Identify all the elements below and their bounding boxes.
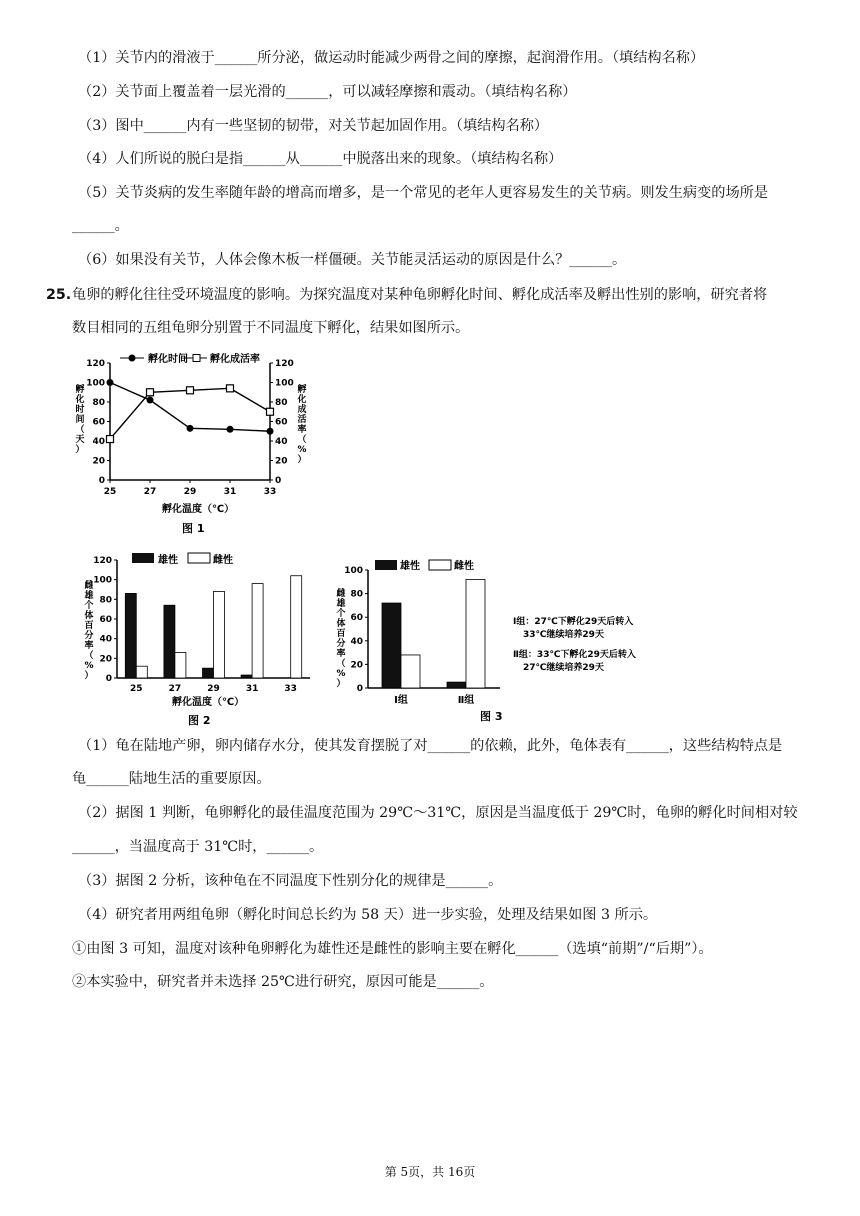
fig3-note-1: Ⅰ组：27℃下孵化29天后转入 (513, 617, 634, 627)
fig2-ytick-label: 100 (93, 575, 112, 586)
fig1-ytick-right-label: 100 (275, 378, 294, 389)
fig2-legend-male-swatch (132, 553, 154, 563)
q25-stem-line1: 龟卵的孵化往往受环境温度的影响。为探究温度对某种龟卵孵化时间、孵化成活率及孵出性别的影响，研究者将 (72, 287, 768, 303)
fig3-ylabel-char: 雄 (336, 599, 346, 609)
fig3-legend-male-swatch (375, 560, 397, 570)
fig1-legend-time-marker (129, 355, 136, 362)
q25-item-2-cont: ______，当温度高于 31℃时，______。 (72, 839, 324, 855)
fig1-xtick-label: 31 (223, 487, 237, 497)
fig1-caption: 图 1 (182, 522, 205, 535)
q24-item-1: （1）关节内的滑液于______所分泌，做运动时能减少两骨之间的摩擦，起润滑作用。（填结构名称） (78, 50, 705, 66)
fig2-xtick-label: 31 (245, 684, 259, 694)
fig2-xtick-label: 33 (284, 684, 297, 694)
fig2-bar-male (241, 675, 252, 678)
q24-item-3: （3）图中______内有一些坚韧的韧带，对关节起加固作用。（填结构名称） (78, 118, 549, 134)
fig2-ylabel-char: % (84, 661, 94, 671)
fig2-xtick-label: 27 (168, 684, 182, 694)
fig3-legend-male-label: 雄性 (400, 561, 420, 572)
fig3-ylabel-char: ） (336, 679, 346, 689)
fig1-xtick-label: 25 (103, 487, 117, 497)
fig1-ylabel-left-char: 化 (75, 395, 85, 405)
fig1-xlabel: 孵化温度（℃） (162, 504, 235, 515)
fig2-ylabel-char: 雄 (84, 591, 94, 601)
fig1-point-rate (227, 385, 234, 392)
figure-1-line-chart (70, 350, 310, 540)
fig2-bar-male (164, 605, 175, 678)
q24-item-4: （4）人们所说的脱臼是指______从______中脱落出来的现象。（填结构名称） (78, 151, 563, 167)
figure-2-bar-chart (80, 548, 320, 728)
q25-item-1: （1）龟在陆地产卵，卵内储存水分，使其发育摆脱了对______的依赖，此外，龟体表有______，这些结构特点是 (78, 738, 783, 754)
fig1-ylabel-left-char: 时 (75, 405, 85, 415)
q25-number: 25. (46, 287, 72, 303)
fig1-xtick-label: 29 (183, 487, 197, 497)
fig1-ytick-left-label: 40 (92, 437, 105, 447)
q25-item-2: （2）据图 1 判断，龟卵孵化的最佳温度范围为 29℃～31℃，原因是当温度低于 29℃时，龟卵的孵化时间相对较 (78, 805, 798, 821)
fig1-ytick-left-label: 20 (92, 456, 105, 467)
fig2-bar-male (125, 593, 136, 678)
fig3-ytick-label: 100 (344, 566, 363, 576)
fig1-ytick-left-label: 80 (92, 398, 105, 408)
fig1-ytick-left-label: 60 (92, 417, 105, 428)
fig2-bar-female (252, 584, 263, 678)
q24-item-5-cont: ______。 (72, 218, 129, 234)
fig1-ylabel-right-char: （ (297, 435, 307, 445)
fig2-bar-female (136, 666, 147, 678)
fig3-legend-female-label: 雌性 (454, 561, 474, 572)
fig1-point-time (147, 397, 154, 404)
fig3-bar-female (401, 655, 420, 688)
fig1-point-rate (267, 408, 274, 415)
fig1-ylabel-right-char: 成 (297, 405, 307, 415)
fig1-point-rate (107, 436, 114, 443)
fig1-ytick-right-label: 40 (275, 437, 288, 447)
fig2-bar-female (291, 576, 302, 678)
fig1-ylabel-right-char: 孵 (297, 385, 307, 395)
fig2-ylabel-char: （ (84, 651, 94, 661)
fig3-ylabel-char: （ (336, 659, 346, 669)
q25-item-4: （4）研究者用两组龟卵（孵化时间总长约为 58 天）进一步实验，处理及结果如图 3 所示。 (78, 907, 658, 923)
fig3-note-3: Ⅱ组：33℃下孵化29天后转入 (513, 650, 636, 660)
fig3-ylabel-char: % (336, 669, 346, 679)
fig3-ylabel-char: 百 (336, 629, 346, 639)
q24-item-6: （6）如果没有关节，人体会像木板一样僵硬。关节能灵活运动的原因是什么？______。 (78, 252, 627, 268)
fig1-ytick-left-label: 100 (86, 378, 105, 389)
fig1-ytick-right-label: 0 (275, 476, 282, 486)
fig2-bar-female (214, 591, 225, 678)
fig2-ylabel-char: ） (84, 671, 94, 681)
q25-item-4-sub2: ②本实验中，研究者并未选择 25℃进行研究，原因可能是______。 (72, 974, 494, 990)
fig3-bar-male (382, 603, 401, 688)
fig1-xtick-label: 33 (263, 487, 277, 497)
fig2-legend-female-swatch (188, 553, 210, 563)
fig2-ytick-label: 40 (99, 634, 112, 645)
fig1-legend-rate-marker (193, 355, 200, 362)
fig1-legend-rate-label: 孵化成活率 (210, 354, 260, 365)
q24-item-2: （2）关节面上覆盖着一层光滑的______，可以减轻摩擦和震动。（填结构名称） (78, 84, 577, 100)
q25-item-4-sub1: ①由图 3 可知，温度对该种龟卵孵化为雄性还是雌性的影响主要在孵化______（选填“前期”/“后期”）。 (72, 941, 713, 957)
fig1-point-time (187, 425, 194, 432)
fig1-ytick-left-label: 120 (86, 359, 105, 369)
fig2-ytick-label: 120 (93, 556, 112, 566)
fig1-ylabel-left-char: ） (75, 445, 85, 455)
fig2-bar-female (175, 652, 186, 678)
fig2-ylabel-char: 分 (84, 631, 94, 641)
fig1-ytick-right-label: 20 (275, 456, 288, 467)
fig2-ylabel-char: 体 (84, 611, 94, 621)
fig3-ylabel-char: 个 (336, 609, 346, 619)
fig1-xtick-label: 27 (143, 487, 157, 497)
fig2-ytick-label: 0 (105, 674, 112, 684)
fig3-caption: 图 3 (480, 710, 503, 723)
q25-stem-line2: 数目相同的五组龟卵分别置于不同温度下孵化，结果如图所示。 (72, 320, 470, 336)
fig1-ytick-right-label: 60 (275, 417, 288, 428)
fig2-ylabel-char: 雌 (84, 581, 94, 591)
fig2-ytick-label: 80 (99, 595, 112, 606)
fig3-note-2: 33℃继续培养29天 (523, 630, 604, 640)
fig1-ylabel-left-char: 间 (75, 415, 85, 425)
fig2-ylabel-char: 个 (84, 601, 94, 611)
fig3-ytick-label: 20 (350, 660, 363, 671)
fig3-bar-female (466, 579, 485, 688)
fig1-point-time (227, 426, 234, 433)
fig1-ylabel-right-char: % (297, 445, 307, 455)
fig1-point-rate (147, 389, 154, 396)
fig2-legend-male-label: 雄性 (158, 555, 178, 566)
fig3-ytick-label: 80 (350, 589, 363, 600)
fig3-bar-male (447, 682, 466, 688)
fig3-ylabel-char: 雌 (336, 589, 346, 599)
fig1-ylabel-left-char: （ (75, 425, 85, 435)
fig1-ytick-right-label: 120 (275, 359, 294, 369)
fig2-ytick-label: 20 (99, 654, 112, 665)
fig2-legend-female-label: 雌性 (213, 555, 233, 566)
fig2-xtick-label: 25 (130, 684, 143, 694)
fig3-ylabel-char: 率 (336, 649, 346, 659)
fig1-point-time (107, 379, 114, 386)
fig2-ylabel-char: 率 (84, 641, 94, 651)
fig1-ylabel-left-char: 孵 (75, 385, 85, 395)
fig1-ylabel-right (296, 383, 306, 465)
fig3-xtick-label: Ⅱ组 (457, 695, 475, 706)
fig1-ytick-right-label: 80 (275, 398, 288, 408)
q24-item-5: （5）关节炎病的发生率随年龄的增高而增多，是一个常见的老年人更容易发生的关节病。则发生病变的场所是 (78, 185, 769, 201)
fig2-caption: 图 2 (188, 714, 211, 727)
fig1-ylabel-right-char: 活 (297, 415, 307, 425)
fig1-ytick-left-label: 0 (98, 476, 105, 486)
page-footer: 第 5页，共 16页 (384, 1165, 476, 1179)
fig3-legend-female-swatch (429, 560, 451, 570)
q25-item-1-cont: 龟______陆地生活的重要原因。 (72, 771, 271, 787)
fig3-ytick-label: 60 (350, 613, 363, 624)
fig3-ylabel-char: 体 (336, 619, 346, 629)
fig1-legend-time-label: 孵化时间 (148, 354, 188, 365)
fig3-note-4: 27℃继续培养29天 (523, 663, 604, 673)
fig2-xlabel: 孵化温度（℃） (172, 697, 245, 708)
fig3-ylabel-char: 分 (336, 639, 346, 649)
fig1-ylabel-right-char: 化 (297, 395, 307, 405)
fig1-point-rate (187, 387, 194, 394)
fig3-ytick-label: 40 (350, 636, 363, 647)
fig1-ylabel-left-char: 天 (75, 435, 85, 445)
q25-item-3: （3）据图 2 分析，该种龟在不同温度下性别分化的规律是______。 (78, 873, 503, 889)
figure-3-bar-chart (330, 556, 660, 726)
fig2-ylabel (83, 579, 93, 681)
fig3-ylabel (335, 587, 345, 689)
fig3-ytick-label: 0 (356, 684, 363, 694)
fig2-ylabel-char: 百 (84, 621, 94, 631)
fig1-ylabel-right-char: 率 (297, 425, 307, 435)
fig2-bar-male (203, 668, 214, 678)
fig3-xtick-label: Ⅰ组 (394, 695, 408, 706)
fig1-point-time (267, 428, 274, 435)
fig1-ylabel-right-char: ） (297, 455, 307, 465)
fig1-ylabel-left (74, 383, 84, 455)
fig2-xtick-label: 29 (207, 684, 220, 694)
fig2-ytick-label: 60 (99, 615, 112, 625)
